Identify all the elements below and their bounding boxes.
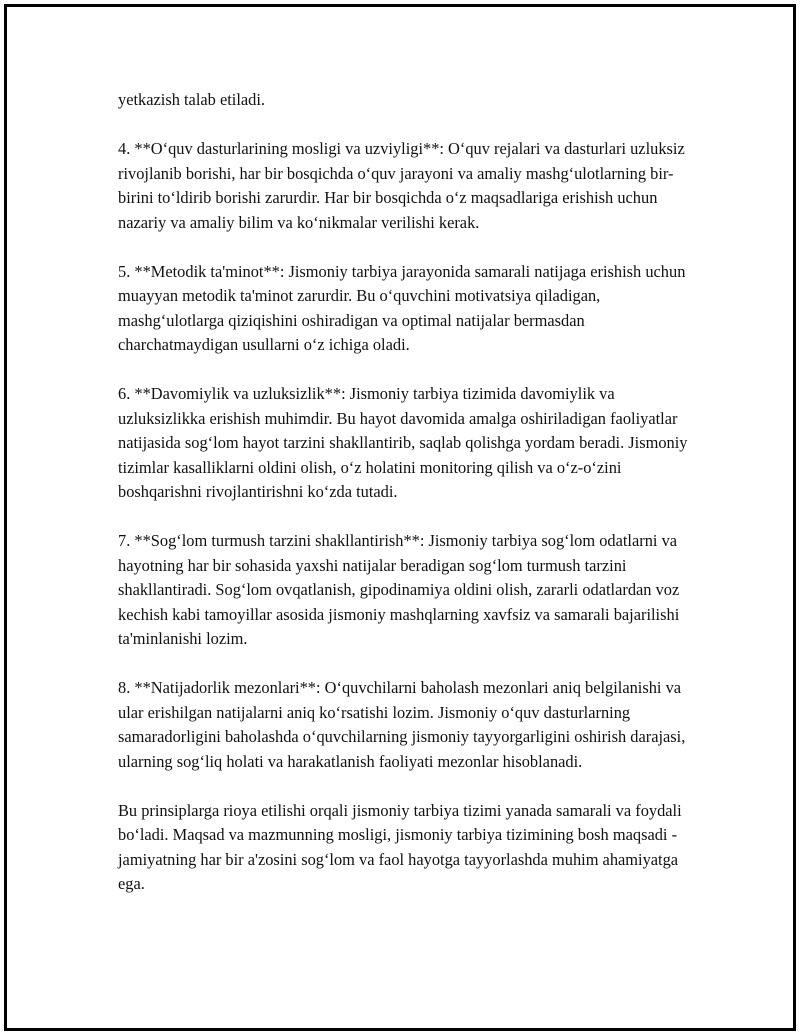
paragraph-item-4: 4. **O‘quv dasturlarining mosligi va uzviyligi**: O‘quv rejalari va dasturlari uzluksiz rivojlanib borishi, har bir bosqichda o‘quv jarayoni va amaliy mashg‘ulotlarning bir-birini to‘ldirib borishi zarurdir. Har bir bosqichda o‘z maqsadlariga erishish uchun nazariy va amaliy bilim va ko‘nikmalar verilishi kerak. <box>118 139 685 232</box>
paragraph-item-5: 5. **Metodik ta'minot**: Jismoniy tarbiya jarayonida samarali natijaga erishish uchun muayyan metodik ta'minot zarurdir. Bu o‘quvchini motivatsiya qiladigan, mashg‘ulotlarga qiziqishini oshiradigan va optimal natijalar bermasdan charchatmaydigan usullarni o‘z ichiga oladi. <box>118 261 686 354</box>
paragraph-intro-continuation: yetkazish talab etiladi. <box>118 90 266 109</box>
document-body <box>118 88 693 921</box>
paragraph-conclusion: Bu prinsiplarga rioya etilishi orqali jismoniy tarbiya tizimi yanada samarali va foydali bo‘ladi. Maqsad va mazmunning mosligi, jismoniy tarbiya tizimining bosh maqsadi - jamiyatning har bir a'zosini sog‘lom va faol hayotga tayyorlashda muhim ahamiyatga ega. <box>118 800 682 893</box>
paragraph-item-7: 7. **Sog‘lom turmush tarzini shakllantirish**: Jismoniy tarbiya sog‘lom odatlarni va hayotning har bir sohasida yaxshi natijalar beradigan sog‘lom turmush tarzini shakllantiradi. Sog‘lom ovqatlanish, gipodinamiya oldini olish, zararli odatlardan voz kechish kabi tamoyillar asosida jismoniy mashqlarning xavfsiz va samarali bajarilishi ta'minlanishi lozim. <box>118 531 680 648</box>
paragraph-item-8: 8. **Natijadorlik mezonlari**: O‘quvchilarni baholash mezonlari aniq belgilanishi va ular erishilgan natijalarni aniq ko‘rsatishi lozim. Jismoniy o‘quv dasturlarning samaradorligini baholashda o‘quvchilarning jismoniy tayyorgarligini oshirish darajasi, ularning sog‘liq holati va harakatlanish faoliyati mezonlar hisoblanadi. <box>118 678 686 771</box>
paragraph-item-6: 6. **Davomiylik va uzluksizlik**: Jismoniy tarbiya tizimida davomiylik va uzluksizlikka erishish muhimdir. Bu hayot davomida amalga oshiriladigan faoliyatlar natijasida sog‘lom hayot tarzini shakllantirib, saqlab qolishga yordam beradi. Jismoniy tizimlar kasalliklarni oldini olish, o‘z holatini monitoring qilish va o‘z-o‘zini boshqarishni rivojlantirishni ko‘zda tutadi. <box>118 384 688 501</box>
